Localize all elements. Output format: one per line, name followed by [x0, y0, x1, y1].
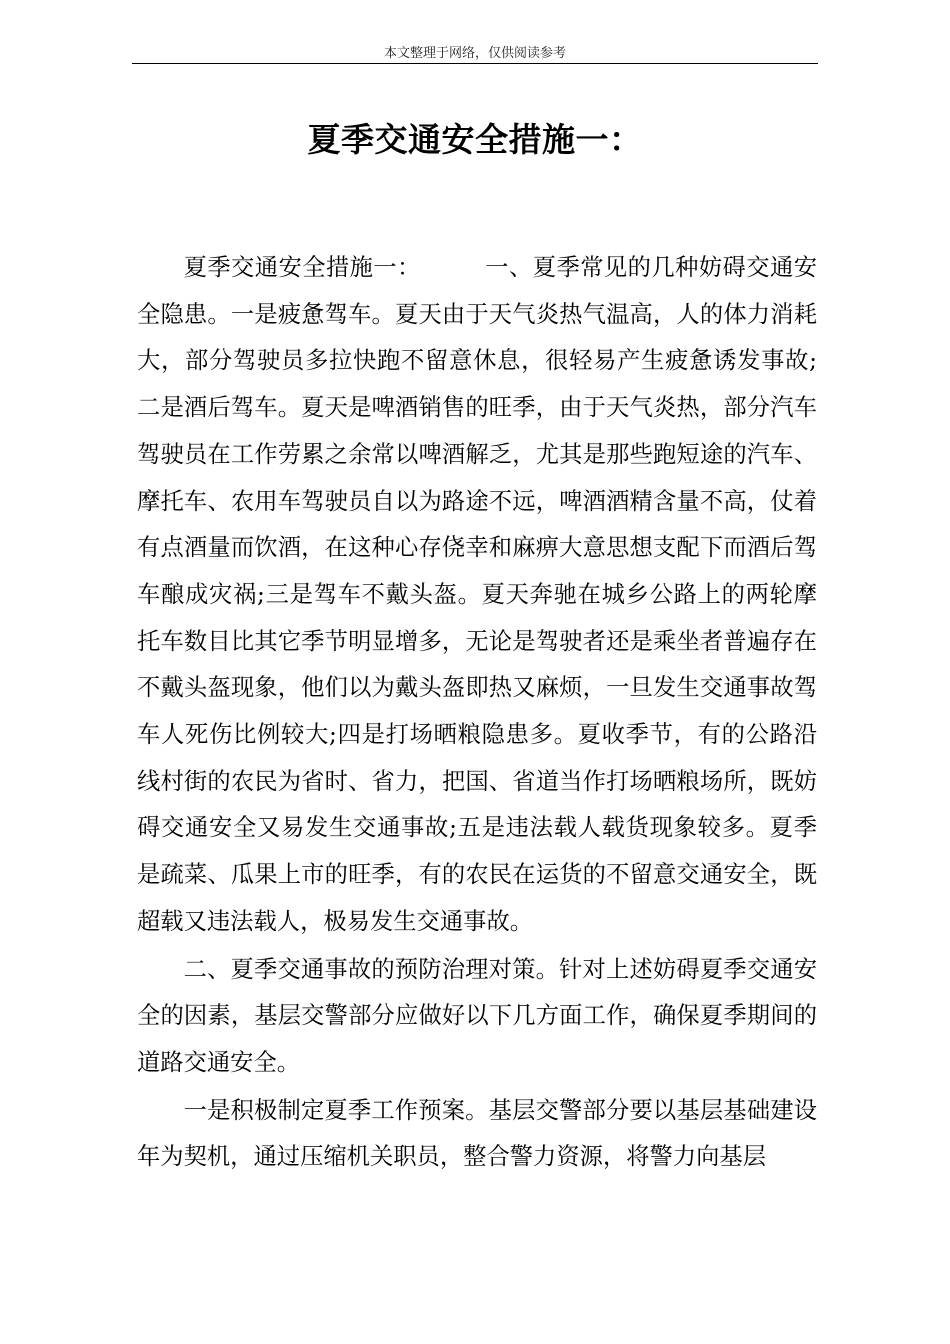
header-note: 本文整理于网络，仅供阅读参考 [383, 46, 566, 61]
document-title: 夏季交通安全措施一： [307, 120, 643, 159]
paragraph-1 [137, 245, 817, 946]
paragraph-1-body: 一、夏季常见的几种妨碍交通安全隐患。一是疲惫驾车。夏天由于天气炎热气温高，人的体力消耗大，部分驾驶员多拉快跑不留意休息，很轻易产生疲惫诱发事故;二是酒后驾车。夏天是啤酒销售的旺季，由于天气炎热，部分汽车驾驶员在工作劳累之余常以啤酒解乏，尤其是那些跑短途的汽车、摩托车、农用车驾驶员自以为路途不远，啤酒酒精含量不高，仗着有点酒量而饮酒，在这种心存侥幸和麻痹大意思想支配下而酒后驾车酿成灾祸;三是驾车不戴头盔。夏天奔驰在城乡公路上的两轮摩托车数目比其它季节明显增多，无论是驾驶者还是乘坐者普遍存在不戴头盔现象，他们以为戴头盔即热又麻烦，一旦发生交通事故驾车人死伤比例较大;四是打场晒粮隐患多。夏收季节，有的公路沿线村街的农民为省时、省力，把国、省道当作打场晒粮场所，既妨碍交通安全又易发生交通事故;五是违法载人载货现象较多。夏季是疏菜、瓜果上市的旺季，有的农民在运货的不留意交通安全，既超载又违法载人，极易发生交通事故。 [137, 254, 818, 935]
paragraph-3: 一是积极制定夏季工作预案。基层交警部分要以基层基础建设年为契机，通过压缩机关职员，整合警力资源，将警力向基层 [137, 1096, 817, 1171]
document-body [137, 245, 817, 1182]
header-divider [132, 63, 818, 64]
paragraph-2: 二、夏季交通事故的预防治理对策。针对上述妨碍夏季交通安全的因素，基层交警部分应做好以下几方面工作，确保夏季期间的道路交通安全。 [137, 955, 817, 1076]
paragraph-1-lead: 夏季交通安全措施一： [183, 254, 421, 281]
